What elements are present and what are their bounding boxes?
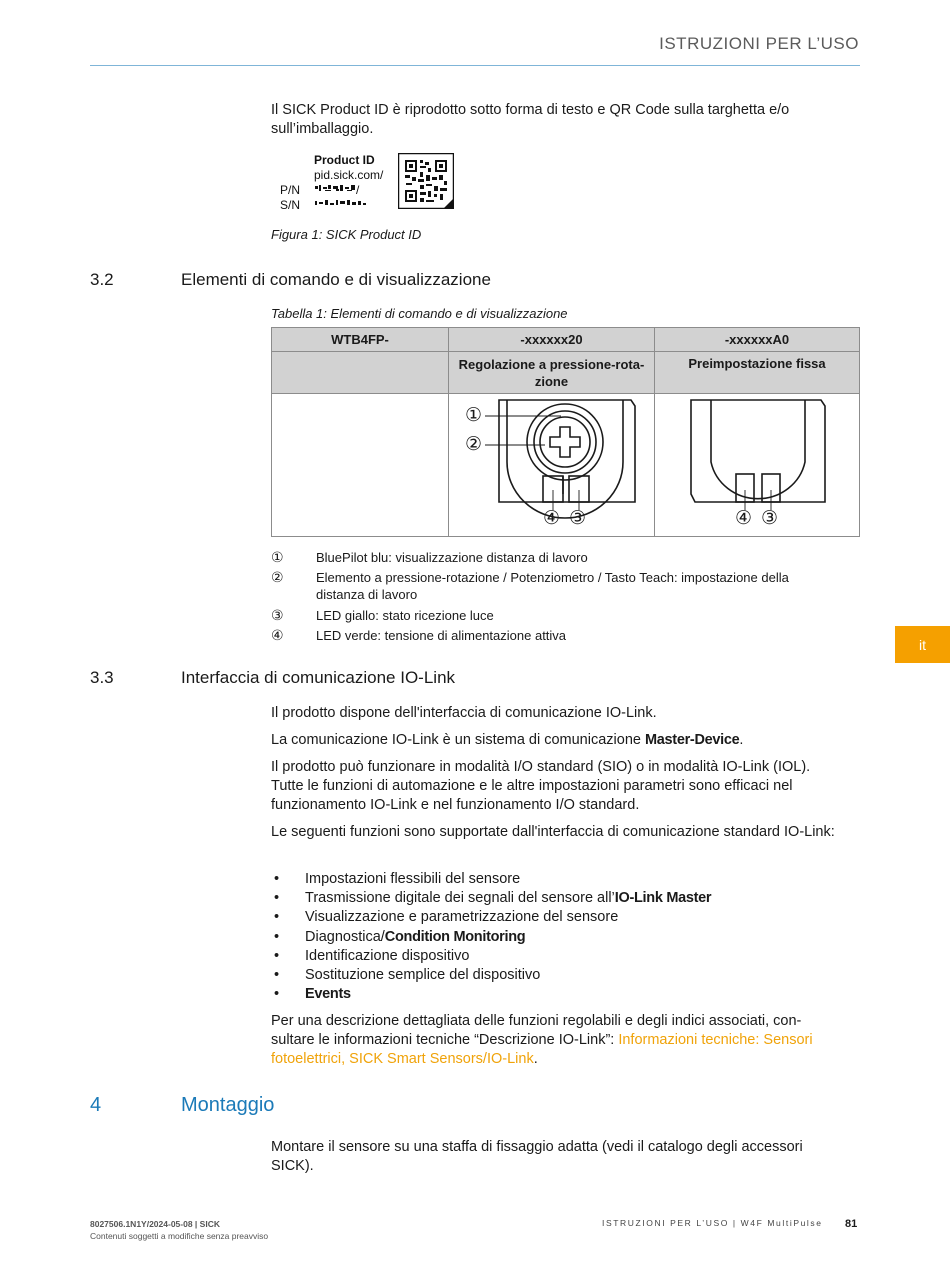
- product-id-url: pid.sick.com/: [314, 168, 384, 182]
- term-io-link-master: IO-Link Master: [614, 890, 712, 907]
- table-header-variant-a0: -xxxxxxA0: [655, 328, 860, 352]
- paragraph: Le seguenti funzioni sono supportate dall'interfaccia di comunicazione standard IO-Link:: [271, 824, 835, 840]
- pn-slash: /: [356, 183, 360, 197]
- paragraph: [271, 731, 836, 750]
- legend-num: ③: [271, 607, 284, 623]
- footer-left: [90, 1218, 268, 1242]
- callout-4-fixed: ④: [735, 508, 753, 529]
- callout-1: ①: [465, 405, 483, 426]
- paragraph: Montare il sensore su una staffa di fissaggio adatta (vedi il catalogo degli accessori SICK).: [271, 1139, 803, 1174]
- table-subheader-press-turn: Regolazione a pressione-rota-zione: [449, 352, 655, 394]
- list-item: [271, 966, 836, 985]
- table-caption: Tabella 1: Elementi di comando e di visualizzazione: [271, 306, 568, 321]
- section-number: 3.2: [90, 270, 114, 289]
- header-divider: [90, 65, 860, 66]
- legend-list: [271, 549, 831, 647]
- footer-doc-ref: 8027506.1N1Y/2024-05-08 | SICK: [90, 1219, 220, 1229]
- legend-text: BluePilot blu: visualizzazione distanza di lavoro: [316, 550, 588, 565]
- legend-text: Elemento a pressione-rotazione / Potenziometro / Tasto Teach: impostazione della distanza di lavoro: [316, 570, 789, 602]
- section-title: Elementi di comando e di visualizzazione: [181, 270, 491, 289]
- text-run: La comunicazione IO-Link è un sistema di comunicazione: [271, 732, 645, 748]
- fixed-preset-sensor-diagram: [655, 394, 860, 537]
- list-item: [271, 870, 836, 889]
- paragraph: Il prodotto può funzionare in modalità I/O standard (SIO) o in modalità IO-Link (IOL). Tutte le funzioni di automazione e le altre impostazioni parametri sono efficaci nel funzionamento IO-Link e nel funzionamento I/O standard.: [271, 759, 811, 813]
- callout-3: ③: [569, 508, 587, 529]
- list-item: [271, 928, 836, 947]
- product-id-label: Product ID: [314, 153, 375, 167]
- callout-3-fixed: ③: [761, 508, 779, 529]
- list-item-text: Diagnostica/: [305, 928, 385, 945]
- list-item-text: Sostituzione semplice del dispositivo: [305, 967, 541, 984]
- chapter-title: Montaggio: [181, 1094, 275, 1116]
- obscured-serial-numbers: [314, 184, 374, 210]
- table-cell-empty: [272, 394, 449, 537]
- footer-center: ISTRUZIONI PER L’USO | W4F MultiPulse: [602, 1218, 823, 1228]
- section-number: 3.3: [90, 668, 114, 687]
- intro-text: Il SICK Product ID è riprodotto sotto forma di testo e QR Code sulla targhetta e/o sull’imballaggio.: [271, 102, 790, 137]
- qr-code-icon: [398, 153, 454, 209]
- list-item: [271, 908, 836, 927]
- paragraph: [271, 1012, 843, 1069]
- footer-disclaimer: Contenuti soggetti a modifiche senza preavviso: [90, 1231, 269, 1241]
- figure-caption: Figura 1: SICK Product ID: [271, 227, 422, 242]
- sn-label: S/N: [280, 198, 301, 212]
- text-run: Per una descrizione dettagliata delle funzioni regolabili e degli indici associati, con-sultare le informazioni tecniche “Descrizione IO-Link”:: [271, 1013, 802, 1048]
- table-subheader-empty: [272, 352, 449, 394]
- table-cell-fixed-drawing: [655, 394, 860, 537]
- list-item: [271, 947, 836, 966]
- legend-text: LED giallo: stato ricezione luce: [316, 608, 494, 623]
- list-item: [271, 985, 836, 1004]
- legend-text: LED verde: tensione di alimentazione attiva: [316, 628, 567, 643]
- text-run: .: [533, 1051, 538, 1067]
- callout-2: ②: [465, 434, 483, 455]
- text-run: .: [739, 732, 744, 748]
- callout-4: ④: [543, 508, 561, 529]
- chapter-number: 4: [90, 1094, 102, 1116]
- product-id-figure: [272, 151, 456, 213]
- table-header-model: WTB4FP-: [272, 328, 449, 352]
- list-item: [271, 889, 836, 908]
- technical-info-link[interactable]: Informazioni tecniche: Sensori fotoelettrici, SICK Smart Sensors/IO-Link: [271, 1032, 813, 1067]
- legend-num: ①: [271, 549, 284, 565]
- list-item-text: Impostazioni flessibili del sensore: [305, 871, 521, 887]
- control-elements-table: [271, 327, 860, 537]
- legend-item: [271, 549, 831, 569]
- page-number: 81: [845, 1218, 858, 1230]
- term-events: Events: [305, 986, 351, 1003]
- section-title: Interfaccia di comunicazione IO-Link: [181, 668, 456, 687]
- list-item-text: Visualizzazione e parametrizzazione del sensore: [305, 909, 619, 926]
- table-header-variant-20: -xxxxxx20: [449, 328, 655, 352]
- list-item-text: Identificazione dispositivo: [305, 947, 470, 964]
- paragraph: Il prodotto dispone dell'interfaccia di comunicazione IO-Link.: [271, 705, 657, 721]
- term-master-device: Master-Device: [644, 732, 740, 748]
- list-item-text: Trasmissione digitale dei segnali del sensore all’: [305, 890, 615, 907]
- legend-num: ④: [271, 627, 284, 643]
- feature-list: [271, 870, 836, 1004]
- table-cell-press-turn-drawing: [449, 394, 655, 537]
- pn-label: P/N: [280, 183, 301, 197]
- header-title: ISTRUZIONI PER L’USO: [659, 34, 859, 53]
- legend-item: [271, 627, 831, 647]
- language-tab[interactable]: it: [895, 626, 950, 663]
- term-condition-monitoring: Condition Monitoring: [384, 928, 526, 945]
- table-subheader-fixed: Preimpostazione fissa: [655, 352, 860, 394]
- legend-item: [271, 569, 831, 607]
- legend-item: [271, 607, 831, 627]
- legend-num: ②: [271, 569, 284, 585]
